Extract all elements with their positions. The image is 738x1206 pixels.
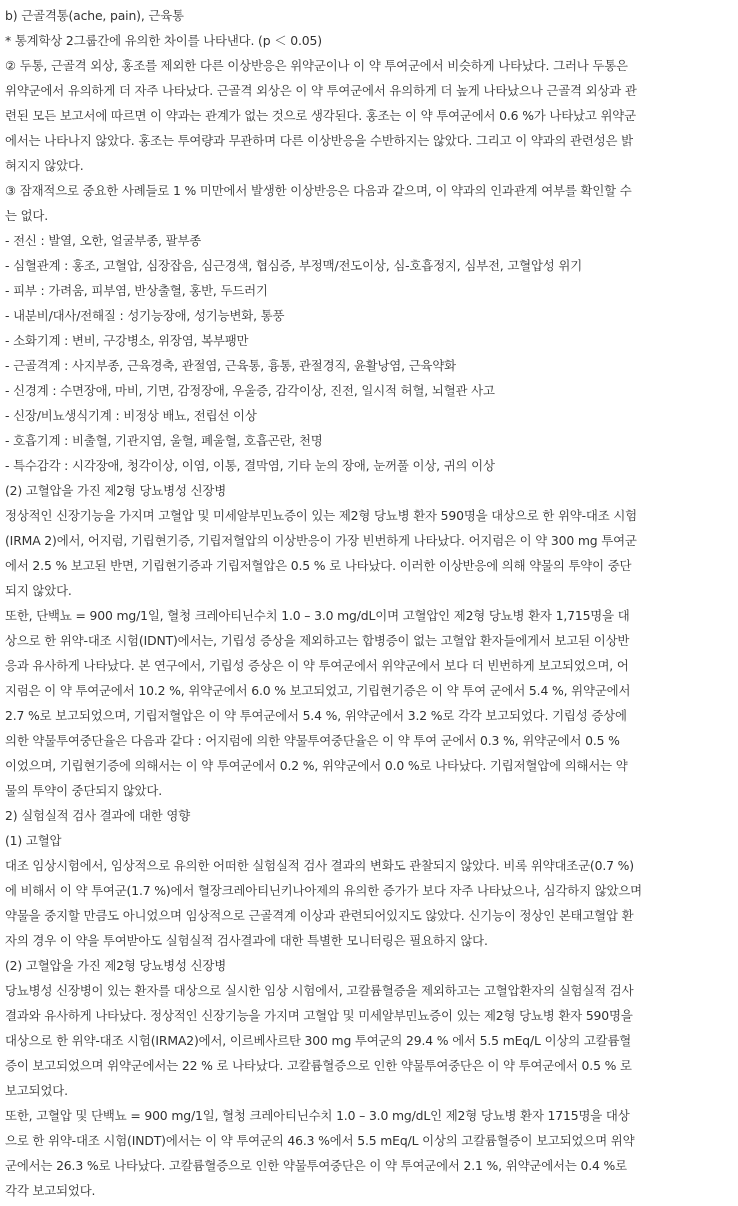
list-item: - 내분비/대사/전해질 : 성기능장애, 성기능변화, 통풍 — [5, 308, 285, 323]
text-line: 에 비해서 이 약 투여군(1.7 %)에서 혈장크레아티닌키나아제의 유의한 증가가 보다 자주 나타났으나, 심각하지 않았으며 — [5, 883, 642, 898]
text-line: 이었으며, 기립현기증에 의해서는 이 약 투여군에서 0.2 %, 위약군에서 0.0 %로 나타났다. 기립저혈압에 의해서는 약 — [5, 758, 628, 773]
list-item: - 특수감각 : 시각장애, 청각이상, 이염, 이통, 결막염, 기타 눈의 장애, 눈꺼풀 이상, 귀의 이상 — [5, 458, 495, 473]
section-heading: 2) 실험실적 검사 결과에 대한 영향 — [5, 808, 191, 823]
list-item: - 근골격계 : 사지부종, 근육경축, 관절염, 근육통, 흉통, 관절경직, 윤활낭염, 근육약화 — [5, 358, 456, 373]
text-line: 또한, 고혈압 및 단백뇨 = 900 mg/1일, 혈청 크레아티닌수치 1.0 – 3.0 mg/dL인 제2형 당뇨병 환자 1715명을 대상 — [5, 1108, 630, 1123]
text-line: 약물을 중지할 만큼도 아니었으며 임상적으로 근골격계 이상과 관련되어있지도 않았다. 신기능이 정상인 본태고혈압 환 — [5, 908, 634, 923]
text-line: 되지 않았다. — [5, 583, 72, 598]
text-line: 또한, 단백뇨 = 900 mg/1일, 혈청 크레아티닌수치 1.0 – 3.0 mg/dL이며 고혈압인 제2형 당뇨병 환자 1,715명을 대 — [5, 608, 630, 623]
text-line: 군에서는 26.3 %로 나타났다. 고칼륨혈증으로 인한 약물투여중단은 이 약 투여군에서 2.1 %, 위약군에서는 0.4 %로 — [5, 1158, 627, 1173]
text-line: 각각 보고되었다. — [5, 1183, 96, 1198]
text-line: ③ 잠재적으로 중요한 사례들로 1 % 미만에서 발생한 이상반응은 다음과 같으며, 이 약과의 인과관계 여부를 확인할 수 — [5, 183, 632, 198]
text-line: 의한 약물투여중단율은 다음과 같다 : 어지럼에 의한 약물투여중단율은 이 약 투여 군에서 0.3 %, 위약군에서 0.5 % — [5, 733, 620, 748]
text-line: 보고되었다. — [5, 1083, 68, 1098]
text-line: 대조 임상시험에서, 임상적으로 유의한 어떠한 실험실적 검사 결과의 변화도 관찰되지 않았다. 비록 위약대조군(0.7 %) — [5, 858, 634, 873]
text-line: b) 근골격통(ache, pain), 근육통 — [5, 8, 184, 23]
text-line: 에서는 나타나지 않았다. 홍조는 투여량과 무관하며 다른 이상반응을 수반하지는 않았다. 그리고 이 약과의 관련성은 밝 — [5, 133, 633, 148]
text-line: (IRMA 2)에서, 어지럼, 기립현기증, 기립저혈압의 이상반응이 가장 빈번하게 나타났다. 어지럼은 이 약 300 mg 투여군 — [5, 533, 637, 548]
text-line: ② 두통, 근골격 외상, 홍조를 제외한 다른 이상반응은 위약군이나 이 약 투여군에서 비슷하게 나타났다. 그러나 두통은 — [5, 58, 628, 73]
text-line: 지럼은 이 약 투여군에서 10.2 %, 위약군에서 6.0 % 보고되었고, 기립현기증은 이 약 투여 군에서 5.4 %, 위약군에서 — [5, 683, 631, 698]
list-item: - 소화기계 : 변비, 구강병소, 위장염, 복부팽만 — [5, 333, 249, 348]
section-heading: (2) 고혈압을 가진 제2형 당뇨병성 신장병 — [5, 958, 227, 973]
list-item: - 호흡기계 : 비출혈, 기관지염, 울혈, 폐울혈, 호흡곤란, 천명 — [5, 433, 323, 448]
text-line: 자의 경우 이 약을 투여받아도 실험실적 검사결과에 대한 특별한 모니터링은 필요하지 않다. — [5, 933, 488, 948]
text-line: * 통계학상 2그룹간에 유의한 차이를 나타낸다. (p ＜ 0.05) — [5, 33, 322, 48]
text-line: 련된 모든 보고서에 따르면 이 약과는 관계가 없는 것으로 생각된다. 홍조는 이 약 투여군에서 0.6 %가 나타났고 위약군 — [5, 108, 636, 123]
text-line: 위약군에서 유의하게 더 자주 나타났다. 근골격 외상은 이 약 투여군에서 유의하게 더 높게 나타났으나 근골격 외상과 관 — [5, 83, 637, 98]
list-item: - 신경계 : 수면장애, 마비, 기면, 감정장애, 우울증, 감각이상, 진전, 일시적 허혈, 뇌혈관 사고 — [5, 383, 495, 398]
text-line: 결과와 유사하게 나타났다. 정상적인 신장기능을 가지며 고혈압 및 미세알부민뇨증이 있는 제2형 당뇨병 환자 590명을 — [5, 1008, 633, 1023]
text-line: 응과 유사하게 나타났다. 본 연구에서, 기립성 증상은 이 약 투여군에서 위약군에서 보다 더 빈번하게 보고되었으며, 어 — [5, 658, 629, 673]
text-line: 물의 투약이 중단되지 않았다. — [5, 783, 162, 798]
list-item: - 심혈관계 : 홍조, 고혈압, 심장잡음, 심근경색, 협심증, 부정맥/전도이상, 심-호흡정지, 심부전, 고혈압성 위기 — [5, 258, 583, 273]
list-item: - 신장/비뇨생식기계 : 비정상 배뇨, 전립선 이상 — [5, 408, 257, 423]
text-line: 정상적인 신장기능을 가지며 고혈압 및 미세알부민뇨증이 있는 제2형 당뇨병 환자 590명을 대상으로 한 위약-대조 시험 — [5, 508, 637, 523]
text-line: 증이 보고되었으며 위약군에서는 22 % 로 나타났다. 고칼륨혈증으로 인한 약물투여중단은 이 약 투여군에서 0.5 % 로 — [5, 1058, 632, 1073]
text-line: 2.7 %로 보고되었으며, 기립저혈압은 이 약 투여군에서 5.4 %, 위약군에서 3.2 %로 각각 보고되었다. 기립성 증상에 — [5, 708, 627, 723]
section-heading: (1) 고혈압 — [5, 833, 62, 848]
text-line: 대상으로 한 위약-대조 시험(IRMA2)에서, 이르베사르탄 300 mg 투여군의 29.4 % 에서 5.5 mEq/L 이상의 고칼륨혈 — [5, 1033, 632, 1048]
text-line: 혀지지 않았다. — [5, 158, 84, 173]
list-item: - 전신 : 발열, 오한, 얼굴부종, 팔부종 — [5, 233, 202, 248]
text-line: 는 없다. — [5, 208, 49, 223]
section-heading: (2) 고혈압을 가진 제2형 당뇨병성 신장병 — [5, 483, 227, 498]
text-line: 에서 2.5 % 보고된 반면, 기립현기증과 기립저혈압은 0.5 % 로 나타났다. 이러한 이상반응에 의해 약물의 투약이 중단 — [5, 558, 632, 573]
text-line: 으로 한 위약-대조 시험(INDT)에서는 이 약 투여군의 46.3 %에서 5.5 mEq/L 이상의 고칼륨혈증이 보고되었으며 위약 — [5, 1133, 635, 1148]
text-line: 당뇨병성 신장병이 있는 환자를 대상으로 실시한 임상 시험에서, 고칼륨혈증을 제외하고는 고혈압환자의 실험실적 검사 — [5, 983, 634, 998]
list-item: - 피부 : 가려움, 피부염, 반상출혈, 홍반, 두드러기 — [5, 283, 268, 298]
text-line: 상으로 한 위약-대조 시험(IDNT)에서는, 기립성 증상을 제외하고는 합병증이 없는 고혈압 환자들에게서 보고된 이상반 — [5, 633, 630, 648]
